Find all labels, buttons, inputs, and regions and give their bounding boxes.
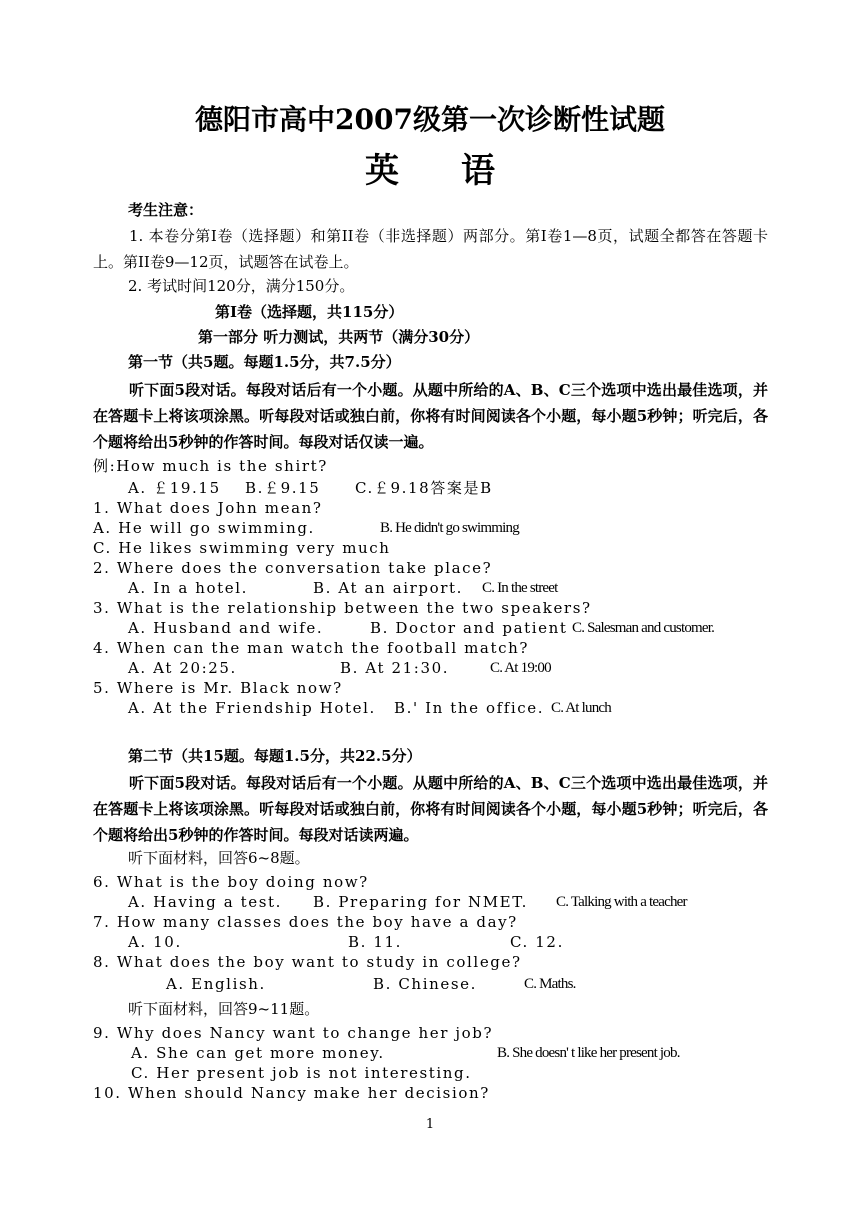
q3-option-a: A. Husband and wife.	[128, 619, 324, 637]
q5-option-a: A. At the Friendship Hotel.	[128, 699, 376, 717]
q6-option-c: C. Talking with a teacher	[556, 894, 687, 910]
q3-option-b: B. Doctor and patient	[370, 619, 568, 637]
q2-option-a: A. In a hotel.	[128, 579, 248, 597]
q1-option-a: A. He will go swimming.	[93, 519, 315, 537]
q6-option-a: A. Having a test.	[128, 893, 283, 911]
question-1: 1. What does John mean?	[93, 499, 323, 517]
q4-option-c: C. At 19:00	[490, 660, 551, 676]
q1-option-b: B. He didn't go swimming	[380, 520, 519, 536]
notice-item-1: 1. 本卷分第I卷（选择题）和第II卷（非选择题）两部分。第I卷1—8页，试题全都答在答题卡上。第II卷9—12页，试题答在试卷上。	[93, 227, 768, 271]
q8-option-a: A. English.	[166, 975, 266, 993]
q9-option-b: B. She doesn' t like her present job.	[497, 1045, 680, 1061]
q3-option-c: C. Salesman and customer.	[572, 620, 715, 636]
question-5: 5. Where is Mr. Black now?	[93, 679, 343, 697]
question-9: 9. Why does Nancy want to change her job?	[93, 1024, 494, 1042]
question-10: 10. When should Nancy make her decision?	[93, 1084, 490, 1102]
q2-option-b: B. At an airport.	[313, 579, 464, 597]
q4-option-a: A. At 20:25.	[128, 659, 237, 677]
section1-heading: 第一节（共5题。每题1.5分，共7.5分）	[128, 353, 401, 371]
question-4: 4. When can the man watch the football match?	[93, 639, 529, 657]
q7-option-a: A. 10.	[128, 933, 182, 951]
section2-heading: 第二节（共15题。每题1.5分，共22.5分）	[128, 747, 422, 765]
notice-item-2: 2. 考试时间120分，满分150分。	[128, 277, 355, 295]
q7-option-c: C. 12.	[510, 933, 564, 951]
part-heading: 第一部分 听力测试，共两节（满分30分）	[198, 328, 480, 346]
q9-option-a: A. She can get more money.	[131, 1044, 385, 1062]
question-3: 3. What is the relationship between the two speakers?	[93, 599, 592, 617]
section1-instructions: 听下面5段对话。每段对话后有一个小题。从题中所给的A、B、C三个选项中选出最佳选项，并在答题卡上将该项涂黑。听每段对话或独白前，你将有时间阅读各个小题，每小题5秒钟；听完后，各个题将给出5秒钟的作答时间。每段对话仅读一遍。	[93, 381, 768, 451]
material-9-11: 听下面材料，回答9~11题。	[128, 1000, 320, 1018]
subject-char-1: 英	[365, 151, 399, 191]
q1-option-c: C. He likes swimming very much	[93, 539, 391, 557]
q5-option-c: C. At lunch	[551, 700, 611, 716]
example-option-c: C.￡9.18答案是B	[355, 479, 493, 497]
volume-heading: 第I卷（选择题，共115分）	[215, 303, 404, 321]
q8-option-b: B. Chinese.	[373, 975, 477, 993]
question-2: 2. Where does the conversation take place?	[93, 559, 493, 577]
notice-heading: 考生注意：	[128, 201, 204, 219]
material-6-8: 听下面材料，回答6~8题。	[128, 849, 310, 867]
example-option-a: A. ￡19.15	[128, 479, 221, 497]
section2-instructions: 听下面5段对话。每段对话后有一个小题。从题中所给的A、B、C三个选项中选出最佳选项，并在答题卡上将该项涂黑。听每段对话或独白前，你将有时间阅读各个小题，每小题5秒钟；听完后，各个题将给出5秒钟的作答时间。每段对话读两遍。	[93, 774, 768, 844]
question-6: 6. What is the boy doing now?	[93, 873, 369, 891]
question-7: 7. How many classes does the boy have a day?	[93, 913, 518, 931]
example-question: 例:How much is the shirt?	[93, 457, 328, 475]
question-8: 8. What does the boy want to study in college?	[93, 953, 522, 971]
q7-option-b: B. 11.	[348, 933, 403, 951]
q6-option-b: B. Preparing for NMET.	[313, 893, 528, 911]
q8-option-c: C. Maths.	[524, 976, 576, 992]
q2-option-c: C. In the street	[482, 580, 558, 596]
page-number: 1	[425, 1117, 435, 1132]
q4-option-b: B. At 21:30.	[340, 659, 450, 677]
q9-option-c: C. Her present job is not interesting.	[131, 1064, 472, 1082]
subject-char-2: 语	[461, 151, 495, 191]
q5-option-b: B.' In the office.	[394, 699, 545, 717]
example-option-b: B.￡9.15	[245, 479, 321, 497]
subject-title	[0, 151, 860, 191]
exam-title: 德阳市高中2007级第一次诊断性试题	[195, 103, 665, 136]
